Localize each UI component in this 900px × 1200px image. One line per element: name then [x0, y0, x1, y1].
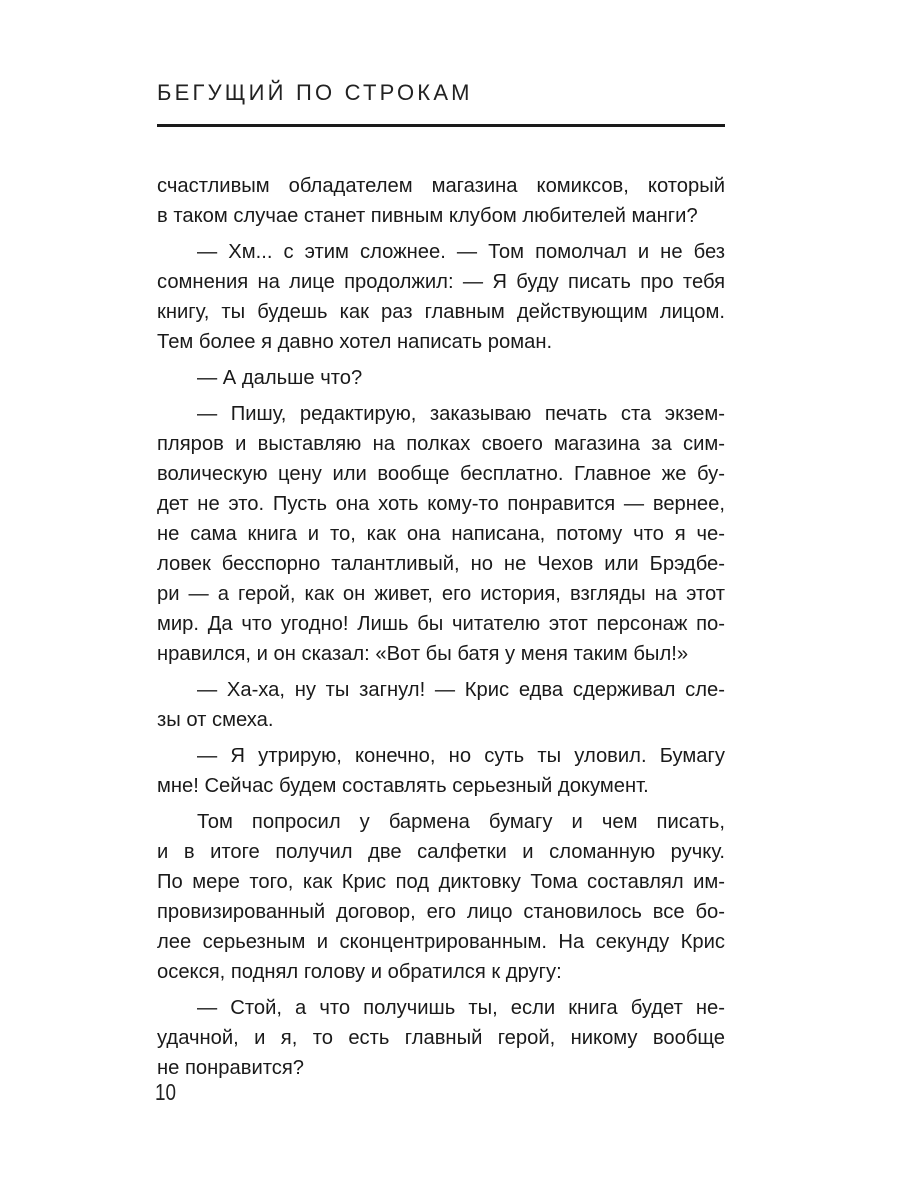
paragraph	[157, 741, 725, 801]
text-line: зы от смеха.	[157, 709, 274, 731]
text-line: и в итоге получил две салфетки и сломанную ручку.	[157, 841, 725, 863]
text-line: сомнения на лице продолжил: — Я буду писать про тебя	[157, 271, 725, 293]
text-line: — Пишу, редактирую, заказываю печать ста экзем-	[197, 403, 725, 425]
text-line: не понравится?	[157, 1057, 305, 1079]
text-line: волическую цену или вообще бесплатно. Главное же бу-	[157, 463, 725, 485]
text-line: дет не это. Пусть она хоть кому-то понравится — вернее,	[157, 493, 725, 515]
text-line: нравился, и он сказал: «Вот бы батя у меня таким был!»	[157, 643, 689, 665]
paragraph	[157, 993, 725, 1083]
text-line: пляров и выставляю на полках своего магазина за сим-	[157, 433, 725, 455]
text-line: мир. Да что угодно! Лишь бы читателю этот персонаж по-	[157, 613, 725, 635]
text-line: — Я утрирую, конечно, но суть ты уловил. Бумагу	[197, 745, 725, 767]
text-line: — А дальше что?	[197, 367, 363, 389]
header-rule	[157, 124, 725, 127]
text-block	[157, 171, 725, 1089]
text-line: книгу, ты будешь как раз главным действующим лицом.	[157, 301, 725, 323]
text-line: — Стой, а что получишь ты, если книга будет не-	[197, 997, 725, 1019]
text-line: Том попросил у бармена бумагу и чем писать,	[197, 811, 725, 833]
text-line: счастливым обладателем магазина комиксов, который	[157, 175, 725, 197]
page-number: 10	[155, 1079, 176, 1105]
text-line: По мере того, как Крис под диктовку Тома составлял им-	[157, 871, 725, 893]
text-line: осекся, поднял голову и обратился к другу:	[157, 961, 562, 983]
paragraph	[157, 237, 725, 357]
paragraph	[157, 363, 725, 393]
text-line: ловек бесспорно талантливый, но не Чехов или Брэдбе-	[157, 553, 725, 575]
running-head: БЕГУЩИЙ ПО СТРОКАМ	[157, 80, 473, 105]
paragraph	[157, 675, 725, 735]
text-line: не сама книга и то, как она написана, потому что я че-	[157, 523, 725, 545]
text-line: провизированный договор, его лицо становилось все бо-	[157, 901, 725, 923]
text-line: Тем более я давно хотел написать роман.	[157, 331, 553, 353]
text-line: — Хм... с этим сложнее. — Том помолчал и не без	[197, 241, 725, 263]
text-line: мне! Сейчас будем составлять серьезный документ.	[157, 775, 649, 797]
text-line: ри — а герой, как он живет, его история, взгляды на этот	[157, 583, 725, 605]
paragraph	[157, 807, 725, 987]
paragraph	[157, 171, 725, 231]
text-line: — Ха-ха, ну ты загнул! — Крис едва сдерживал сле-	[197, 679, 725, 701]
text-line: в таком случае станет пивным клубом любителей манги?	[157, 205, 698, 227]
text-line: удачной, и я, то есть главный герой, никому вообще	[157, 1027, 725, 1049]
paragraph	[157, 399, 725, 669]
text-line: лее серьезным и сконцентрированным. На секунду Крис	[157, 931, 725, 953]
